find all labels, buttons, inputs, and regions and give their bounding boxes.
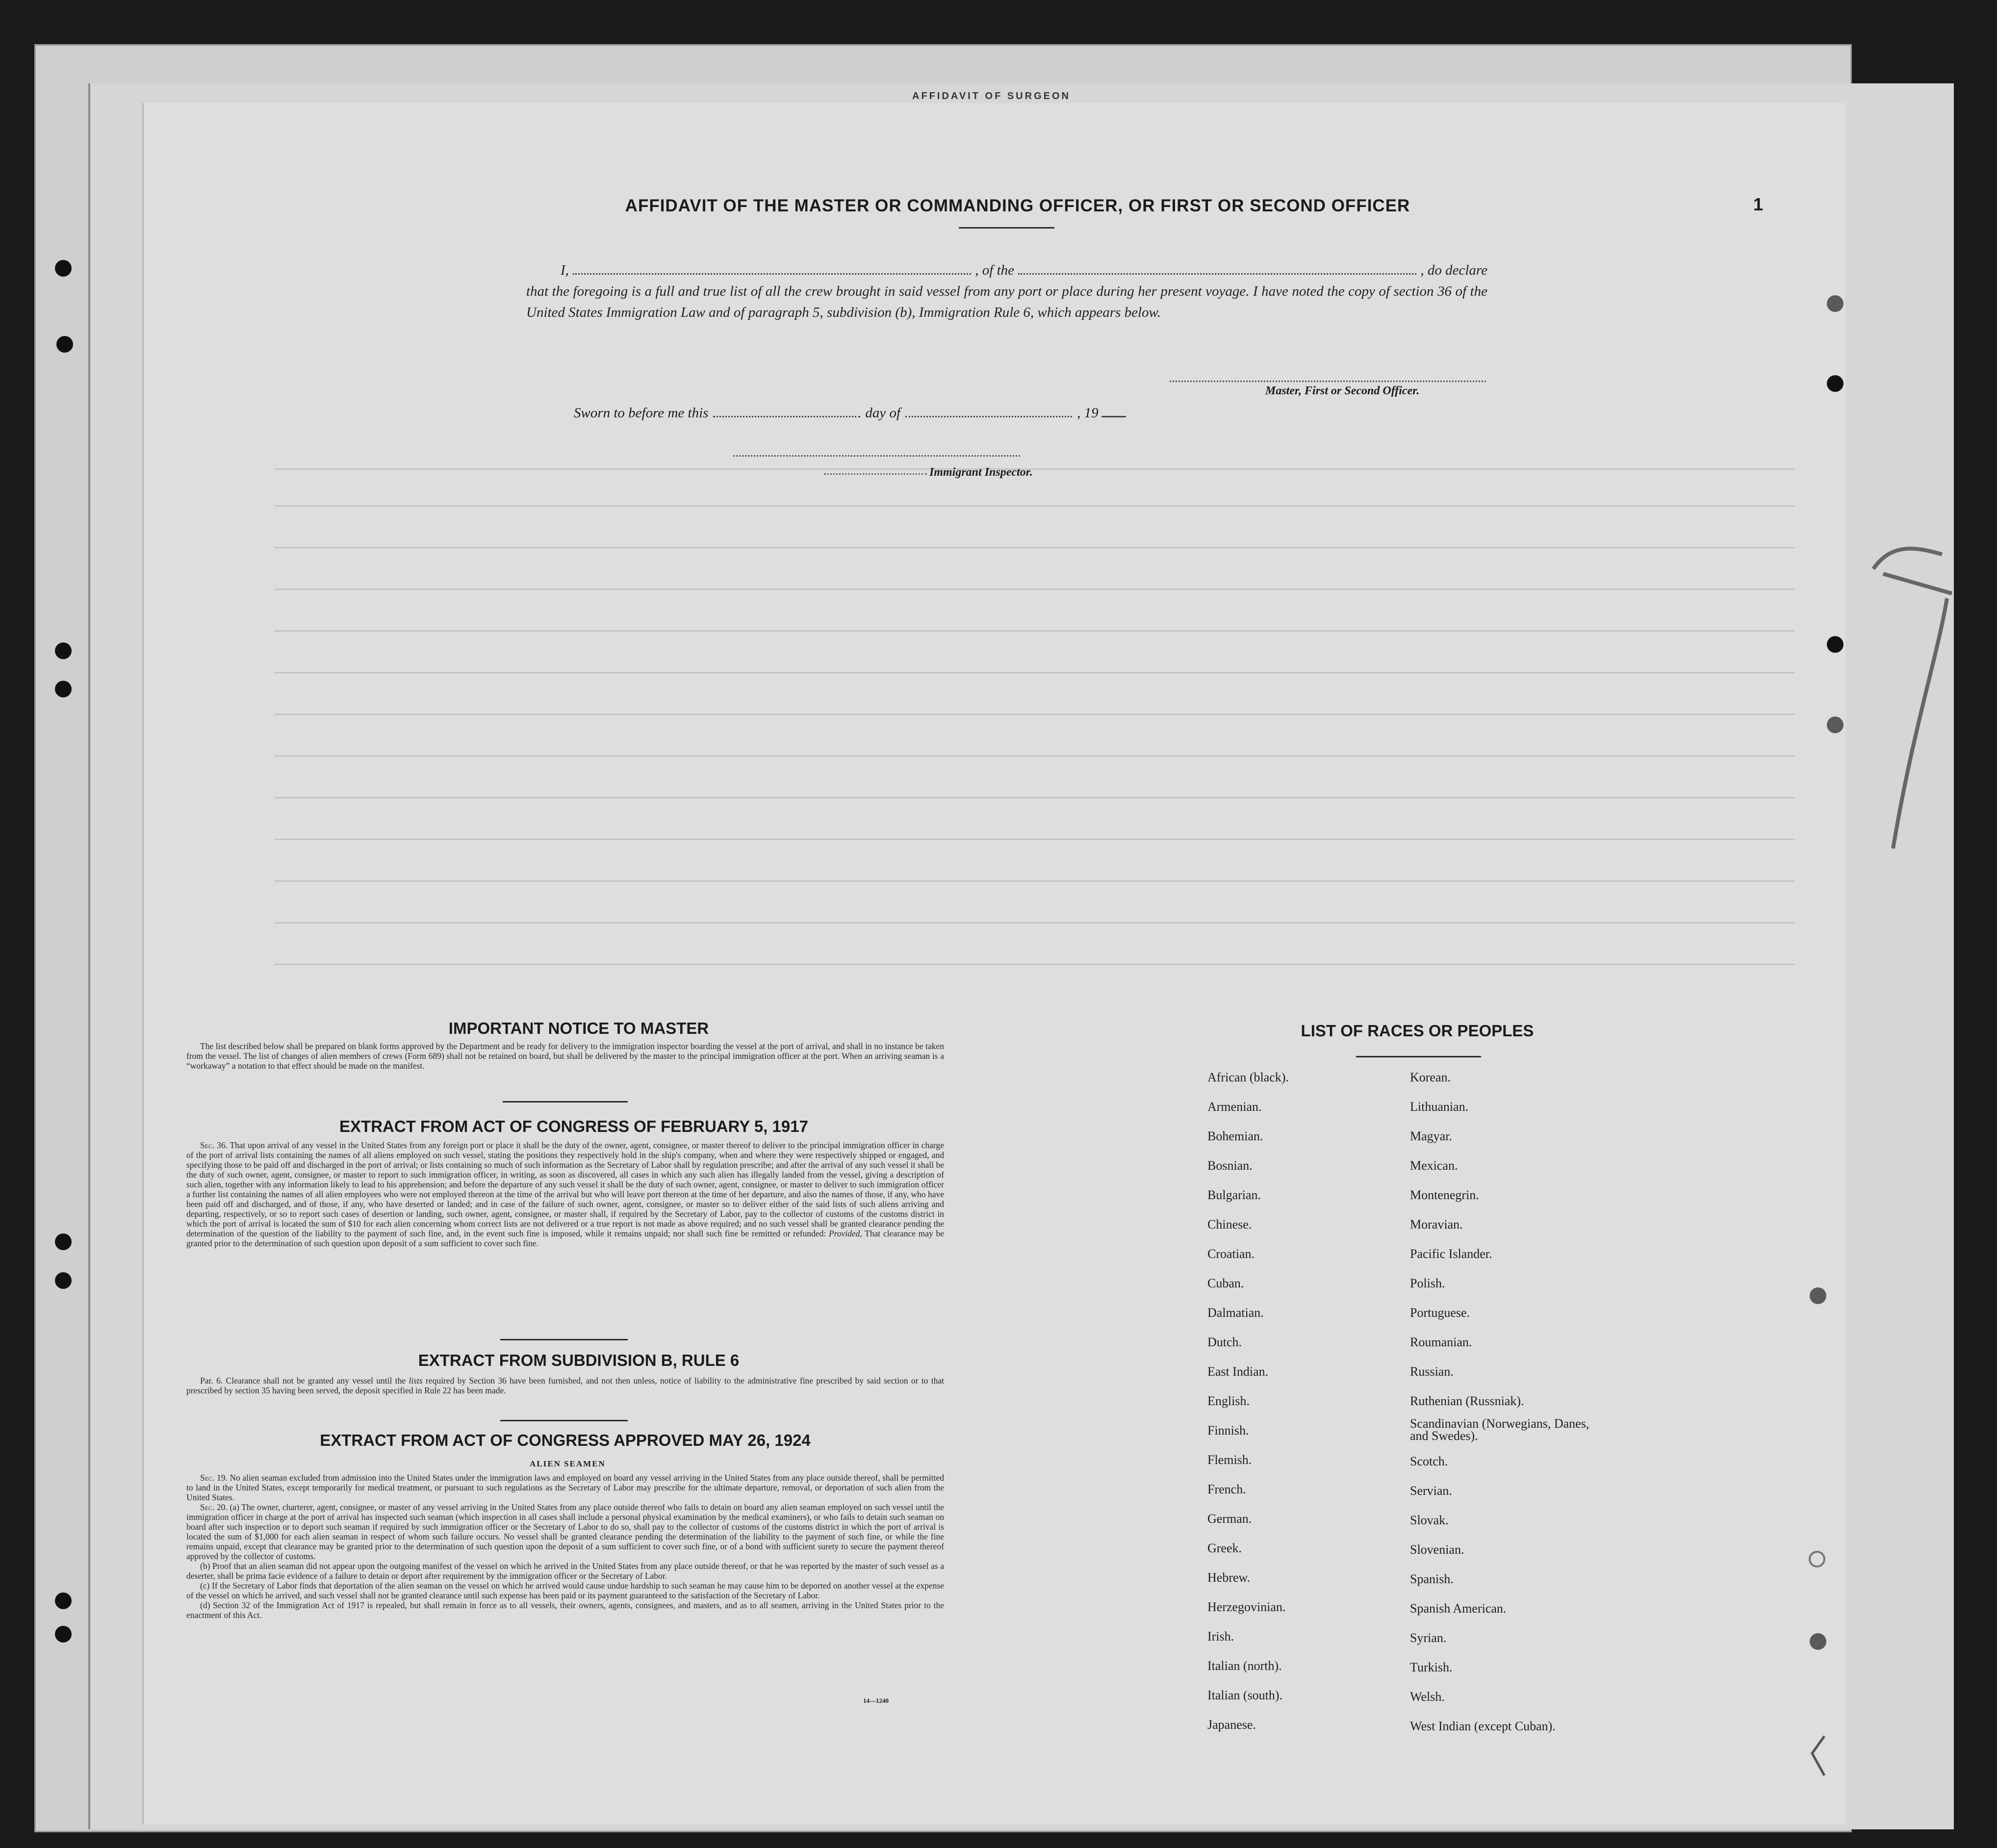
form-number: 14—1240 <box>863 1697 889 1704</box>
race-entry: Dutch. <box>1207 1335 1242 1349</box>
declarant-name-field[interactable] <box>573 263 971 275</box>
race-entry: Finnish. <box>1207 1423 1249 1437</box>
punch-hole-icon <box>55 1272 72 1289</box>
races-column-1 <box>1207 1063 1289 1740</box>
race-entry: Lithuanian. <box>1410 1100 1469 1114</box>
race-entry: Croatian. <box>1207 1247 1255 1261</box>
notice-paragraph: The list described below shall be prepared on blank forms approved by the Department and be ready for delivery to the immigration inspector boarding the vessel at the port of arrival, and shall in no instance be taken from the vessel. The list of changes of alien members of crews (Form 689) shall not be retained on board, but shall be delivered by the master to the principal immigration officer at the port. When an arriving seaman is a “workaway” a notation to that effect should be made on the manifest. <box>186 1041 944 1071</box>
race-entry: Scandinavian (Norwegians, Danes, and Swedes). <box>1410 1416 1589 1443</box>
inspector-signature-line[interactable] <box>733 455 1020 457</box>
bleed-through-line <box>275 797 1795 798</box>
race-entry: Polish. <box>1410 1276 1445 1290</box>
title-rule <box>959 227 1054 229</box>
section-label: Sec. 19. <box>200 1473 228 1483</box>
punch-hole-icon <box>55 681 72 697</box>
races-title: LIST OF RACES OR PEOPLES <box>1301 1022 1534 1040</box>
pencil-mark <box>1864 510 1962 853</box>
section-label: Sec. 20. <box>200 1502 228 1512</box>
bleed-through-line <box>275 964 1795 965</box>
extract-rule6-title: EXTRACT FROM SUBDIVISION B, RULE 6 <box>418 1351 740 1369</box>
punch-hole-icon <box>1827 717 1843 733</box>
race-entry: Welsh. <box>1410 1690 1445 1704</box>
of-the-label: , of the <box>975 262 1015 278</box>
punch-hole-icon <box>1827 636 1843 653</box>
punch-hole-icon <box>1809 1551 1825 1567</box>
sworn-month-field[interactable] <box>905 416 1072 417</box>
affidavit-title: AFFIDAVIT OF THE MASTER OR COMMANDING OFFICER, OR FIRST OR SECOND OFFICER <box>625 196 1410 215</box>
race-entry: Portuguese. <box>1410 1306 1470 1320</box>
race-entry: Russian. <box>1410 1364 1454 1379</box>
punch-hole-icon <box>1827 295 1843 312</box>
race-entry: Mexican. <box>1410 1158 1458 1173</box>
race-entry: Bulgarian. <box>1207 1188 1261 1202</box>
race-entry: French. <box>1207 1482 1246 1496</box>
bleed-through-line <box>275 630 1795 632</box>
punch-hole-icon <box>55 1233 72 1250</box>
section-text: That upon arrival of any vessel in the United States from any foreign port or place it shall be the duty of the owner, agent, consignee, or master thereof to deliver to the principal immigration officer in charge of the port of arrival lists containing the names of all aliens employed on such vessel, stating the positions they respectively hold in the ship's company, when and where they were respectively shipped or engaged, and specifying those to be paid off and discharged in the port of arrival; or lists containing so much of such information as the Secretary of Labor shall by regulation prescribe; and after the arrival of any such vessel it shall be the duty of such owner, agent, consignee, or master to report to such immigration officer, in writing, as soon as discovered, all cases in which any such alien has illegally landed from the vessel, giving a description of such alien, together with any information likely to lead to his apprehension; and before the departure of any such vessel it shall be the duty of such owner, agent, consignee, or master to deliver to such immigration officer a further list containing the names of all alien employees who were not employed thereon at the time of the arrival but who will leave port thereon at the time of her departure, and also the names of those, if any, who have been paid off and discharged, and of those, if any, who have deserted or landed; and in case of the failure of such owner, agent, consignee, or master so to deliver either of the said lists of such aliens arriving and departing, respectively, or so to report such cases of desertion or landing, such owner, agent, consignee, or master shall, if required by the Secretary of Labor, pay to the collector of customs of the customs district in which the port of arrival is located the sum of $10 for each alien concerning whom correct lists are not delivered or a true report is not made as above required; and no such vessel shall be granted clearance pending the determination of the question of the liability to the payment of such fine, and, in the event such fine is imposed, while it remains unpaid; nor shall such fine be remitted or refunded: <box>186 1140 944 1238</box>
race-entry: Scotch. <box>1410 1454 1448 1468</box>
race-entry: Montenegrin. <box>1410 1188 1479 1202</box>
race-entry: Italian (north). <box>1207 1659 1282 1673</box>
rule6-lists: lists <box>409 1376 423 1386</box>
sworn-year-label: , 19 <box>1077 405 1099 421</box>
race-entry: Spanish. <box>1410 1572 1454 1586</box>
race-entry: Syrian. <box>1410 1631 1447 1645</box>
race-entry: Turkish. <box>1410 1660 1453 1674</box>
races-column-2 <box>1410 1063 1596 1741</box>
race-entry: Slovenian. <box>1410 1542 1464 1557</box>
punch-hole-icon <box>55 642 72 659</box>
sworn-day-field[interactable] <box>713 416 860 417</box>
section-19-text: No alien seaman excluded from admission into the United States under the immigration laws and employed on board any vessel arriving in the United States from any place outside thereof, shall be permitted to land in the United States, except temporarily for medical treatment, or pursuant to such regulations as the Secretary of Labor may prescribe for the ultimate departure, removal, or deportation of such alien from the United States. <box>186 1473 944 1502</box>
inspector-caption: Immigrant Inspector. <box>929 466 1033 479</box>
race-entry: English. <box>1207 1394 1250 1408</box>
signature-line[interactable] <box>1170 381 1486 382</box>
section-20c-text: (c) If the Secretary of Labor finds that deportation of the alien seaman on the vessel on which he arrived would cause undue hardship to such seaman he may cause him to be deported on another vessel at the expense of the vessel on which he arrived, and such vessel shall not be granted clearance until such expense has been paid or its payment guaranteed to the satisfaction of the Secretary of Labor. <box>186 1581 944 1600</box>
race-entry: Ruthenian (Russniak). <box>1410 1394 1524 1408</box>
race-entry: Flemish. <box>1207 1453 1252 1467</box>
race-entry: Dalmatian. <box>1207 1306 1264 1320</box>
section-rule <box>500 1420 628 1421</box>
affidavit-body <box>526 260 1487 323</box>
extract-1924-title: EXTRACT FROM ACT OF CONGRESS APPROVED MAY 26, 1924 <box>320 1431 811 1449</box>
bleed-through-line <box>275 672 1795 673</box>
race-entry: Italian (south). <box>1207 1688 1283 1702</box>
race-entry: Hebrew. <box>1207 1570 1251 1585</box>
bleed-through-line <box>275 714 1795 715</box>
extract-rule6-text <box>186 1376 944 1395</box>
race-entry: Slovak. <box>1410 1513 1449 1527</box>
race-entry: Bohemian. <box>1207 1129 1263 1143</box>
race-entry: West Indian (except Cuban). <box>1410 1719 1556 1733</box>
rule6-rest: required by Section 36 have been furnished, and not then unless, notice of liability to the administrative fine prescribed by said section or to that prescribed by section 35 having been served, the deposit specified in Rule 22 has been made. <box>186 1376 945 1395</box>
section-20a-text: (a) The owner, charterer, agent, consignee, or master of any vessel arriving in the United States from any place outside thereof who fails to detain on board any alien seaman employed on such vessel until the immigration officer in charge at the port of arrival has inspected such seaman (which inspection in all cases shall include a personal physical examination by the medical examiners), or who fails to detain such seaman on board after such inspection or to deport such seaman if required by such immigration officer or the Secretary of Labor to do so, shall pay to the collector of customs of the customs district in which the port of arrival is located the sum of $1,000 for each alien seaman in respect of whom such failure occurs. No vessel shall be granted clearance pending the determination of the liability to the payment of such fine, or while the fine remains unpaid, except that clearance may be granted prior to the determination of such question upon the deposit of a sum sufficient to cover such fine, or of a bond with sufficient surety to secure the payment thereof approved by the collector of customs. <box>186 1502 944 1561</box>
sworn-line <box>574 405 1211 421</box>
race-entry: Pacific Islander. <box>1410 1247 1492 1261</box>
sworn-year-field[interactable] <box>1101 416 1126 417</box>
race-entry: Bosnian. <box>1207 1158 1253 1173</box>
race-entry: Japanese. <box>1207 1718 1256 1732</box>
declaration-line <box>526 260 1487 281</box>
race-entry: Servian. <box>1410 1484 1452 1498</box>
punch-hole-icon <box>55 1592 72 1609</box>
signature-caption: Master, First or Second Officer. <box>1265 385 1420 397</box>
race-entry: Greek. <box>1207 1541 1242 1555</box>
inspector-dots <box>824 473 927 475</box>
bleed-through-line <box>275 547 1795 548</box>
race-entry: Herzegovinian. <box>1207 1600 1286 1614</box>
vessel-name-field[interactable] <box>1018 263 1416 275</box>
race-entry: African (black). <box>1207 1070 1289 1084</box>
punch-hole-icon <box>56 336 73 353</box>
section-20b-text: (b) Proof that an alien seaman did not appear upon the outgoing manifest of the vessel on which he arrived in the United States from any place outside thereof, or that he was reported by the master of such vessel as a deserter, shall be prima facie evidence of a failure to detain or deport after requirement by the immigration officer or the Secretary of Labor. <box>186 1561 944 1581</box>
sworn-day-label: day of <box>865 405 901 421</box>
extract-1924-text <box>186 1473 944 1620</box>
race-entry: Chinese. <box>1207 1217 1252 1232</box>
alien-seamen-subtitle: ALIEN SEAMEN <box>530 1459 606 1468</box>
race-entry: Spanish American. <box>1410 1601 1507 1616</box>
proviso-text: That clearance may be granted prior to the determination of such question upon deposit of a sum sufficient to cover such fine. <box>186 1229 945 1248</box>
page-number: 1 <box>1753 194 1764 214</box>
bleed-through-line <box>275 839 1795 840</box>
sworn-prefix: Sworn to before me this <box>574 405 709 421</box>
bleed-through-line <box>275 589 1795 590</box>
proviso-label: Provided, <box>828 1229 862 1238</box>
extract-1917-title: EXTRACT FROM ACT OF CONGRESS OF FEBRUARY 5, 1917 <box>339 1117 808 1135</box>
punch-hole-icon <box>55 260 72 277</box>
notice-title: IMPORTANT NOTICE TO MASTER <box>448 1019 709 1037</box>
bleed-through-line <box>275 505 1795 507</box>
punch-hole-icon <box>1827 375 1843 392</box>
declarant-prefix: I, <box>561 262 569 278</box>
race-entry: Irish. <box>1207 1629 1234 1643</box>
declare-label: , do declare <box>1420 262 1487 278</box>
bleed-through-line <box>275 880 1795 882</box>
top-edge-text: AFFIDAVIT OF SURGEON <box>912 91 1071 102</box>
bleed-through-line <box>275 468 1795 470</box>
section-label: Sec. 36. <box>200 1140 228 1150</box>
race-entry: Moravian. <box>1410 1217 1463 1232</box>
section-rule <box>1356 1056 1481 1057</box>
section-20d-text: (d) Section 32 of the Immigration Act of 1917 is repealed, but shall remain in force as to all vessels, their owners, agents, consignees, and masters, and as to all seamen, arriving in the United States prior to the enactment of this Act. <box>186 1600 944 1620</box>
extract-1917-text <box>186 1140 944 1248</box>
race-entry: Roumanian. <box>1410 1335 1472 1349</box>
notice-text <box>186 1041 944 1071</box>
race-entry: Korean. <box>1410 1070 1451 1084</box>
race-entry: German. <box>1207 1512 1252 1526</box>
punch-hole-icon <box>1810 1287 1826 1304</box>
race-entry: Armenian. <box>1207 1100 1262 1114</box>
bleed-through-line <box>275 755 1795 757</box>
affidavit-text: that the foregoing is a full and true list of all the crew brought in said vessel from any port or place during her present voyage. I have noted the copy of section 36 of the United States Immigration Law and of paragraph 5, subdivision (b), Immigration Rule 6, which appears below. <box>526 283 1487 320</box>
pencil-mark <box>1805 1731 1834 1780</box>
race-entry: Magyar. <box>1410 1129 1452 1143</box>
race-entry: Cuban. <box>1207 1276 1244 1290</box>
rule6-prefix: Par. 6. Clearance shall not be granted any vessel until the <box>200 1376 406 1386</box>
bleed-through-line <box>275 922 1795 924</box>
punch-hole-icon <box>1810 1633 1826 1650</box>
punch-hole-icon <box>55 1626 72 1643</box>
race-entry: East Indian. <box>1207 1364 1269 1379</box>
section-rule <box>503 1101 628 1103</box>
section-rule <box>500 1339 628 1340</box>
